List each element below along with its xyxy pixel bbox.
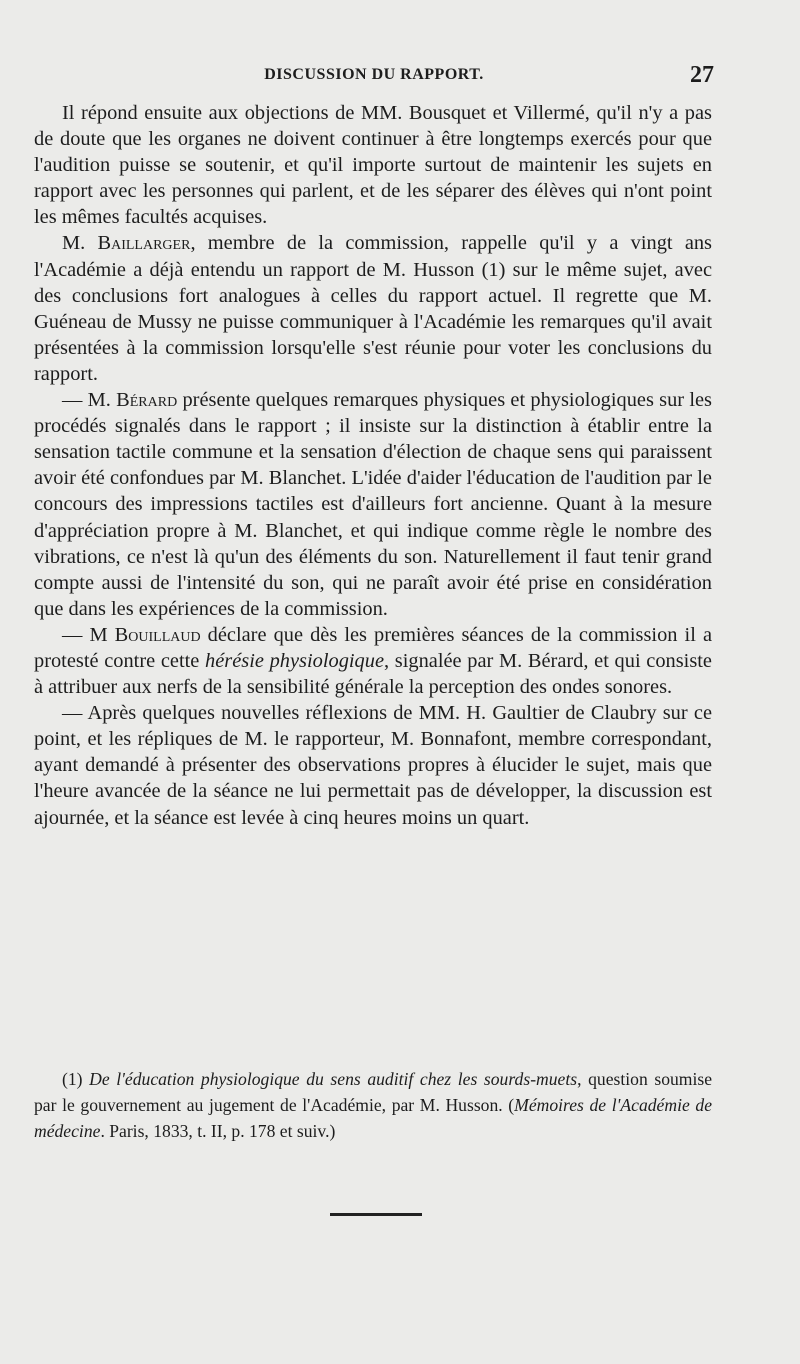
footnote-text: , question soumise par le gouvernement au jugement de l'Académie, par M. Husson. (	[34, 1069, 713, 1115]
footnotes	[34, 1066, 712, 1144]
paragraph-text: , membre de la commission, rappelle qu'il y a vingt ans l'Académie a déjà entendu un rapport de M. Husson (1) sur le même sujet, avec des conclusions fort analogues à celles du rapport actuel. Il regrette que M. Guéneau de Mussy ne puisse communiquer à l'Académie les remarques qu'il avait présentées à la commission lorsqu'elle s'est réunie pour voter les conclusions du rapport.	[34, 232, 712, 385]
italic-phrase: hérésie physiologique	[205, 649, 384, 672]
running-title: DISCUSSION DU RAPPORT.	[264, 66, 484, 83]
page-number: 27	[690, 62, 714, 88]
page-header	[34, 62, 714, 94]
footnote	[34, 1066, 712, 1144]
paragraph	[34, 387, 712, 622]
paragraph	[34, 622, 712, 700]
paragraph	[34, 100, 712, 230]
paragraph-text: — Après quelques nouvelles réflexions de MM. H. Gaultier de Claubry sur ce point, et les répliques de M. le rapporteur, M. Bonnafont, membre correspondant, ayant demandé à présenter des observations propres à élucider le sujet, mais que l'heure avancée de la séance ne lui permettait pas de développer, la discussion est ajournée, et la séance est levée à cinq heures moins un quart.	[34, 702, 712, 829]
speaker-name: Bérard	[116, 389, 178, 412]
speaker-name: Bouillaud	[114, 623, 201, 646]
footnote-text: . Paris, 1833, t. II, p. 178 et suiv.)	[100, 1121, 336, 1141]
footnote-source: Mémoires de l'Académie de médecine	[34, 1095, 713, 1141]
paragraph-text: déclare que dès les premières séances de la commission il a protesté contre cette	[34, 623, 712, 672]
end-rule	[330, 1213, 422, 1216]
paragraph	[34, 230, 712, 387]
paragraph-lead: — M.	[62, 389, 117, 412]
speaker-name: Baillarger	[97, 232, 191, 255]
body-text	[34, 100, 712, 831]
footnote-title: De l'éducation physiologique du sens auditif chez les sourds-muets	[89, 1069, 578, 1089]
paragraph-text: présente quelques remarques physiques et physiologiques sur les procédés signalés dans le rapport ; il insiste sur la distinction à établir entre la sensation tactile commune et la sensation d'élection de chaque sens qui paraissent avoir été confondues par M. Blanchet. L'idée d'aider l'éducation de l'audition par le concours des impressions tactiles est d'ailleurs fort ancienne. Quant à la mesure d'appréciation propre à M. Blanchet, et qui indique comme règle le nombre des vibrations, ce n'est là qu'un des éléments du son. Naturellement il faut tenir grand compte aussi de l'intensité du son, qui ne paraît avoir été prise en considération que dans les expériences de la commission.	[34, 389, 712, 620]
paragraph-text: , signalée par M. Bérard, et qui consiste à attribuer aux nerfs de la sensibilité générale la perception des ondes sonores.	[34, 649, 712, 699]
footnote-marker: (1)	[62, 1069, 83, 1089]
paragraph-lead: — M	[62, 623, 115, 646]
paragraph	[34, 700, 712, 830]
paragraph-lead: M.	[62, 232, 98, 255]
paragraph-text: Il répond ensuite aux objections de MM. Bousquet et Villermé, qu'il n'y a pas de doute que les organes ne doivent continuer à être longtemps exercés pour que l'audition puisse se soutenir, et qu'il importe surtout de maintenir les sujets en rapport avec les personnes qui parlent, et de les séparer des élèves qui n'ont point les mêmes facultés acquises.	[34, 102, 712, 229]
